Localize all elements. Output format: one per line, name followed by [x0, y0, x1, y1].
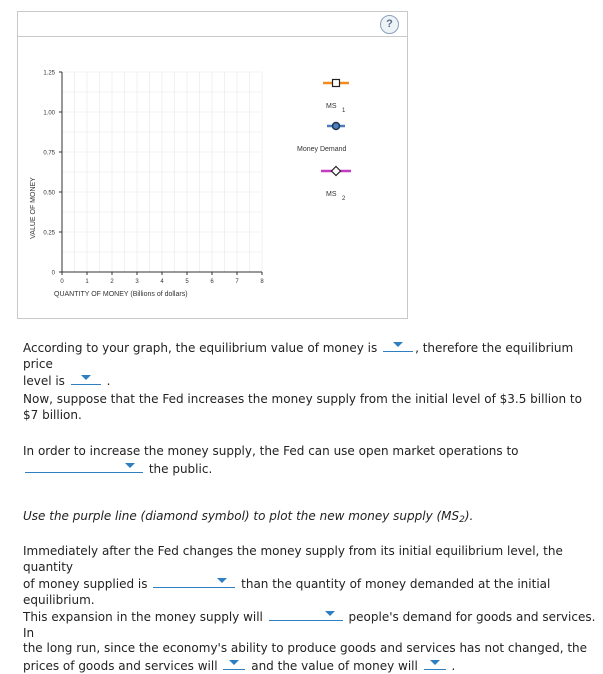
price-level-dropdown[interactable] [71, 372, 101, 385]
ms1-tool[interactable] [323, 80, 349, 87]
y-tick-label: 1.00 [43, 110, 55, 117]
x-tick-label: 4 [160, 279, 164, 285]
x-tick-label: 5 [185, 279, 189, 285]
equilibrium-value-dropdown[interactable] [383, 339, 413, 352]
ms2-label: MS [326, 191, 337, 198]
y-tick-label: 0 [51, 270, 55, 277]
y-axis-ticks [43, 71, 62, 277]
y-axis-title: VALUE OF MONEY [30, 177, 37, 239]
q5-line4: the long run, since the economy's ability to produce goods and services has not changed, the [23, 641, 588, 655]
x-tick-label: 8 [260, 279, 264, 285]
x-axis-title: QUANTITY OF MONEY (Billions of dollars) [54, 291, 188, 298]
ms1-subscript: 1 [342, 108, 346, 114]
diamond-symbol-icon [332, 167, 341, 176]
x-axis-ticks [60, 272, 264, 285]
q5-line3-b: people's demand for goods and services. In [23, 610, 596, 640]
y-tick-label: 0.75 [43, 150, 55, 157]
help-button[interactable]: ? [380, 15, 399, 34]
plot-grid [62, 72, 262, 272]
question-money-supply-effects [23, 544, 603, 674]
q5-line5-b: and the value of money will [251, 658, 418, 673]
y-tick-label: 1.25 [43, 70, 55, 77]
square-symbol-icon [333, 80, 340, 87]
money-demand-tool[interactable] [327, 123, 345, 130]
q5-line2-b: than the quantity of money demanded at the initial equilibrium. [23, 577, 551, 607]
x-tick-label: 7 [235, 279, 239, 285]
circle-symbol-icon [333, 123, 340, 130]
q3-text-b: the public. [148, 461, 213, 476]
q5-line1: Immediately after the Fed changes the money supply from its initial equilibrium level, the quantity [23, 544, 563, 574]
q5-line5-a: prices of goods and services will [23, 658, 218, 673]
question-equilibrium [23, 339, 603, 390]
money-value-change-dropdown[interactable] [424, 657, 446, 670]
q1-text-d: . [106, 374, 111, 388]
y-tick-label: 0.50 [43, 190, 55, 197]
question-fed-increase: Now, suppose that the Fed increases the money supply from the initial level of $3.5 billion to $7 billion. [23, 392, 582, 422]
graph-panel [17, 11, 408, 319]
q4-text-b: ). [464, 509, 474, 523]
q1-text-c: level is [23, 374, 65, 388]
open-market-dropdown[interactable] [25, 460, 143, 473]
q4-text-a: Use the purple line (diamond symbol) to plot the new money supply (MS [23, 509, 460, 523]
demand-effect-dropdown[interactable] [269, 608, 343, 621]
x-tick-label: 6 [210, 279, 214, 285]
q1-text-a: According to your graph, the equilibrium value of money is [23, 341, 378, 355]
ms2-subscript: 2 [342, 196, 346, 202]
x-tick-label: 3 [135, 279, 139, 285]
q4-subscript: 2 [459, 515, 465, 525]
x-tick-label: 0 [60, 279, 64, 285]
ms1-label: MS [326, 103, 337, 110]
x-tick-label: 1 [85, 279, 89, 285]
ms2-tool[interactable] [321, 167, 351, 176]
quantity-supplied-dropdown[interactable] [153, 575, 235, 588]
q3-text-a: In order to increase the money supply, the Fed can use open market operations to [23, 444, 519, 458]
y-tick-label: 0.25 [43, 230, 55, 237]
money-market-graph[interactable] [18, 12, 407, 318]
prices-change-dropdown[interactable] [223, 657, 245, 670]
x-tick-label: 2 [110, 279, 114, 285]
money-demand-label: Money Demand [297, 146, 347, 153]
q1-text-b: , therefore the equilibrium price [23, 341, 574, 371]
question-open-market [23, 444, 519, 477]
plot-instruction [23, 509, 473, 529]
q5-line2-a: of money supplied is [23, 577, 148, 591]
q5-line3-a: This expansion in the money supply will [23, 610, 263, 624]
q5-line5-c: . [451, 658, 456, 673]
